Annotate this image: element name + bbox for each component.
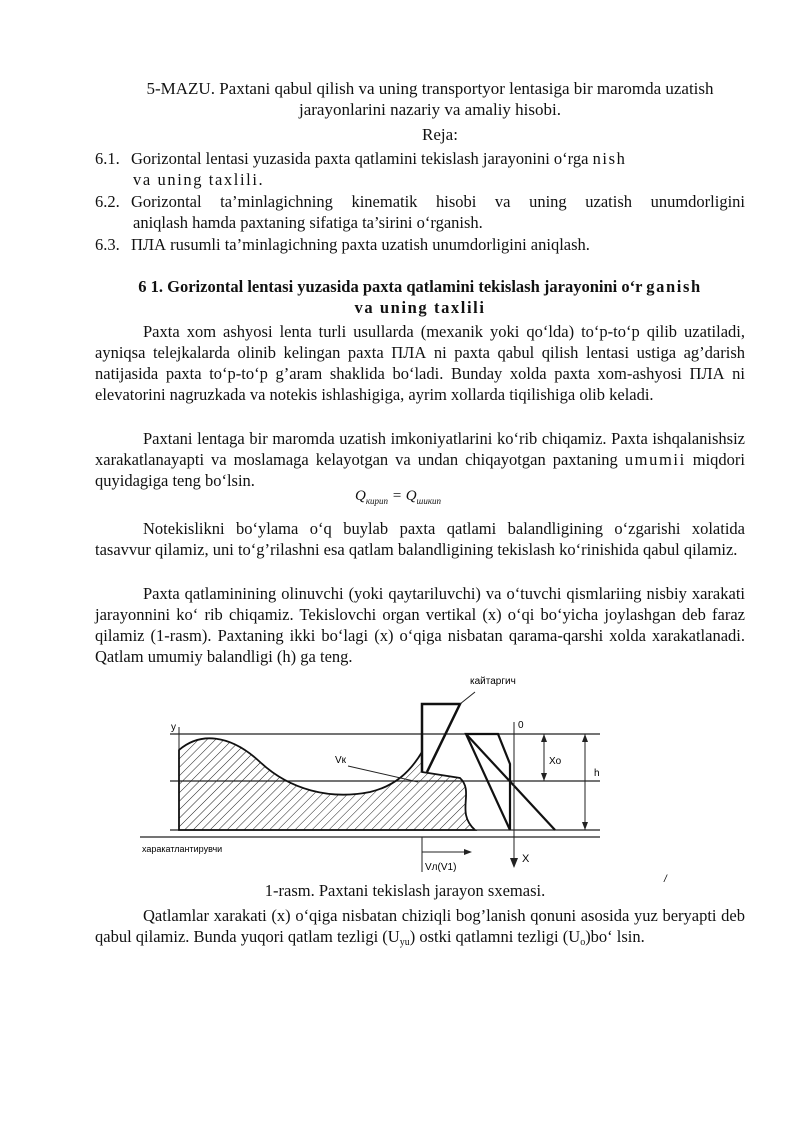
zero-label: 0 <box>518 720 524 731</box>
paragraph-5-text-c: )bo‘ lsin. <box>585 927 645 946</box>
vl-label: Vл(V1) <box>425 862 457 873</box>
plan-item-number: 6.2. <box>95 192 120 211</box>
title-line-1: 5-MAZU. Paxtani qabul qilish va uning transportyor lentasiga bir maromda uzatish <box>146 79 714 98</box>
paragraph-3: Notekislikni bo‘ylama o‘q buylab paxta qatlami balandligining o‘zgarishi xolatida tasavvur qilamiz, uni to‘g’rilashni esa qatlam balandligining tekislash ko‘rinishida qabul qilamiz. <box>95 519 745 559</box>
plan-item-1 <box>95 148 745 190</box>
section-heading <box>95 276 745 318</box>
returner-blade <box>422 704 460 772</box>
paragraph-5-text-b: ) ostki qatlamni tezligi (U <box>409 927 581 946</box>
xo-label: Xo <box>549 756 562 767</box>
page-title <box>100 78 760 120</box>
formula-lhs-sub: кирип <box>365 496 389 506</box>
paragraph-1: Paxta xom ashyosi lenta turli usullarda (mexanik yoki qo‘lda) to‘p-to‘p qilib uzatiladi, ayniqsa telejkalarda olinib kelingan paxta ПЛА ni paxta qabul qilish lentasi ustiga ag’darish natijasida paxta to‘p-to‘p g’aram shaklida bo‘ladi. Bunday xolda paxta xom-ashyosi ПЛА ni elevatorini nagruzkada va notekis ishlashigiga, ayrim xollarda tiqilishiga olib keladi. <box>95 322 745 404</box>
cotton-layer <box>179 738 475 830</box>
paragraph-2-spaced-word: umumii <box>624 450 686 469</box>
formula-rhs-sub: шикип <box>416 496 442 506</box>
plan-label: Reja: <box>422 125 458 144</box>
plan-item-text: Gorizontal lentasi yuzasida paxta qatlamini tekislash jarayonini o‘rga <box>131 149 593 168</box>
y-axis-label: y <box>171 722 176 733</box>
paragraph-5 <box>95 905 745 953</box>
plan-item-text: Gorizontal ta’minlagichning kinematik hisobi va uning uzatish unumdorligini <box>131 192 745 211</box>
formula-equals: = <box>388 488 406 504</box>
formula <box>355 488 441 506</box>
h-arrow-up-icon <box>582 734 588 742</box>
plan-item-number: 6.1. <box>95 149 120 168</box>
returner-label: кайтаргич <box>470 676 516 687</box>
xo-arrow-up-icon <box>541 734 547 742</box>
paragraph-4: Paxta qatlaminining olinuvchi (yoki qaytariluvchi) va o‘tuvchi qismlariing nisbiy xarakati jarayonnini ko‘ rib chiqamiz. Tekislovchi organ vertikal (x) o‘qi bo‘yicha joylashgan deb faraz qilamiz (1-rasm). Paxtaning ikki bo‘lagi (x) o‘qiga nisbatan qarama-qarshi xolda xarakatlanadi. Qatlam umumiy balandligi (h) ga teng. <box>95 584 745 666</box>
x-axis-label: X <box>522 853 530 865</box>
heading-line-1: 6 1. Gorizontal lentasi yuzasida paxta qatlamini tekislash jarayonini o‘r <box>138 277 647 296</box>
plan-item-text: ПЛА rusumli ta’minlagichning paxta uzatish unumdorligini aniqlash. <box>131 235 590 254</box>
heading-line-2: va uning taxlili <box>354 298 486 317</box>
figure-diagram <box>130 672 670 882</box>
h-label: h <box>594 768 600 779</box>
vl-arrow-icon <box>464 849 472 855</box>
title-line-2: jarayonlarini nazariy va amaliy hisobi. <box>299 100 561 119</box>
corner-mark: / <box>664 874 667 882</box>
paragraph-2 <box>95 428 745 491</box>
heading-line-1-spaced: ganish <box>646 277 702 296</box>
paragraph-2-text-a: Paxtani lentaga bir maromda uzatish imkoniyatlarini ko‘rib chiqamiz. Paxta ishqalanishsiz xarakatlanayapti va moslamaga kelayotgan va undan chiqayotgan paxtaning <box>95 429 745 469</box>
vk-label: Vк <box>335 755 347 766</box>
plan-item-3 <box>95 234 745 255</box>
formula-lhs: Q <box>355 488 366 504</box>
plan-item-2 <box>95 191 745 233</box>
plan-item-number: 6.3. <box>95 235 120 254</box>
formula-rhs: Q <box>405 488 417 504</box>
paragraph-2-text-b: miqdori quyidagiga teng bo‘lsin. <box>95 450 746 490</box>
drive-label: харакатлантирувчи <box>142 844 223 854</box>
h-arrow-down-icon <box>582 822 588 830</box>
paragraph-5-sub-2: o <box>580 937 586 948</box>
xo-arrow-down-icon <box>541 773 547 781</box>
leveling-organ <box>466 734 510 830</box>
plan-item-continuation: va uning taxlili. <box>133 170 265 189</box>
plan-item-text-spaced: nish <box>592 149 627 168</box>
x-axis-arrow-icon <box>510 858 518 868</box>
plan-item-continuation: aniqlash hamda paxtaning sifatiga ta’sirini o‘rganish. <box>133 213 483 232</box>
paragraph-5-text-a: Qatlamlar xarakati (x) o‘qiga nisbatan chiziqli bog’lanish qonuni asosida yuz beryapti deb qabul qilamiz. Bunda yuqori qatlam tezligi (U <box>95 906 745 946</box>
returner-pointer <box>460 692 475 704</box>
figure-caption: 1-rasm. Paxtani tekislash jarayon sxemasi. <box>264 881 546 900</box>
paragraph-5-sub-1: yu <box>399 937 410 948</box>
